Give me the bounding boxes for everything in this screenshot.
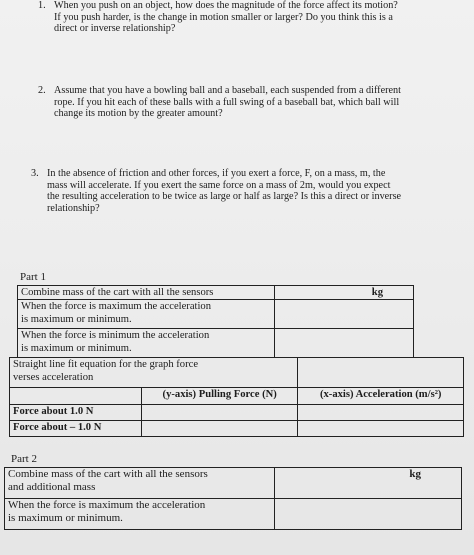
question-1-line: If you push harder, is the change in motion smaller or larger? Do you think this is a	[54, 11, 393, 23]
question-2-number: 2.	[38, 85, 46, 96]
part-2-table	[4, 467, 462, 530]
max-force-label	[18, 300, 275, 329]
mass-value-field[interactable]	[275, 286, 414, 300]
question-1-line: When you push on an object, how does the magnitude of the force affect its motion?	[54, 0, 398, 11]
table-row	[18, 300, 414, 329]
force-positive-label: Force about 1.0 N	[10, 405, 142, 421]
question-2-line: Assume that you have a bowling ball and a baseball, each suspended from a different	[54, 85, 401, 96]
table-row	[10, 388, 464, 405]
question-2-line: rope. If you hit each of these balls with a full swing of a baseball bat, which ball will	[54, 96, 400, 108]
min-force-line: is maximum or minimum.	[21, 343, 132, 354]
table-row	[10, 358, 464, 388]
question-1-number: 1.	[38, 0, 46, 11]
part-2-combine-line: Combine mass of the cart with all the sensors	[8, 468, 208, 480]
part-2-max-force-label	[5, 499, 275, 530]
table-row	[18, 286, 414, 300]
part-2-max-force-line: is maximum or minimum.	[8, 512, 123, 524]
table-row	[5, 499, 462, 530]
question-3-line: the resulting acceleration to be twice as large or half as large? Is this a direct or inverse	[47, 191, 402, 203]
table-row	[10, 421, 464, 437]
question-2-line: change its motion by the greater amount?	[54, 108, 223, 120]
part-2-label: Part 2	[11, 453, 37, 465]
part-2-mass-unit: kg	[409, 468, 421, 480]
part-2-mass-value-field[interactable]	[275, 468, 462, 499]
max-force-answer-field[interactable]	[275, 300, 414, 329]
header-blank-cell	[10, 388, 142, 405]
question-3-line: In the absence of friction and other forces, if you exert a force, F, on a mass, m, the	[47, 168, 386, 179]
part-1-label: Part 1	[20, 271, 46, 283]
x-axis-header: (x-axis) Acceleration (m/s²)	[298, 388, 464, 405]
question-3	[31, 168, 469, 220]
question-3-number: 3.	[31, 168, 39, 179]
combine-mass-label: Combine mass of the cart with all the sensors	[18, 286, 275, 300]
min-force-answer-field[interactable]	[275, 329, 414, 358]
max-force-line: When the force is maximum the acceleration	[21, 301, 212, 312]
force-positive-y-field[interactable]	[142, 405, 298, 421]
question-3-line: mass will accelerate. If you exert the same force on a mass of 2m, would you expect	[47, 179, 391, 191]
y-axis-header: (y-axis) Pulling Force (N)	[142, 388, 298, 405]
min-force-label	[18, 329, 275, 358]
table-row	[5, 468, 462, 499]
question-2	[38, 85, 468, 125]
part-2-max-force-answer-field[interactable]	[275, 499, 462, 530]
bleed-through-text	[50, 236, 450, 248]
fit-equation-line: verses acceleration	[13, 372, 94, 383]
fit-equation-answer-field[interactable]	[298, 358, 464, 388]
force-negative-x-field[interactable]	[298, 421, 464, 437]
part-2-combine-mass-label	[5, 468, 275, 499]
part-1-force-table	[9, 357, 464, 437]
force-positive-x-field[interactable]	[298, 405, 464, 421]
table-row	[10, 405, 464, 421]
fit-equation-label	[10, 358, 298, 388]
part-1-mass-table	[17, 285, 414, 358]
part-2-combine-line: and additional mass	[8, 481, 96, 493]
max-force-line: is maximum or minimum.	[21, 314, 132, 325]
question-1	[38, 0, 468, 40]
force-negative-label: Force about – 1.0 N	[10, 421, 142, 437]
mass-unit: kg	[371, 287, 383, 298]
part-2-max-force-line: When the force is maximum the acceleration	[8, 499, 206, 511]
min-force-line: When the force is minimum the acceleration	[21, 330, 210, 341]
question-1-line: direct or inverse relationship?	[54, 23, 176, 35]
fit-equation-line: Straight line fit equation for the graph force	[13, 359, 199, 370]
force-negative-y-field[interactable]	[142, 421, 298, 437]
table-row	[18, 329, 414, 358]
question-3-line: relationship?	[47, 202, 100, 214]
